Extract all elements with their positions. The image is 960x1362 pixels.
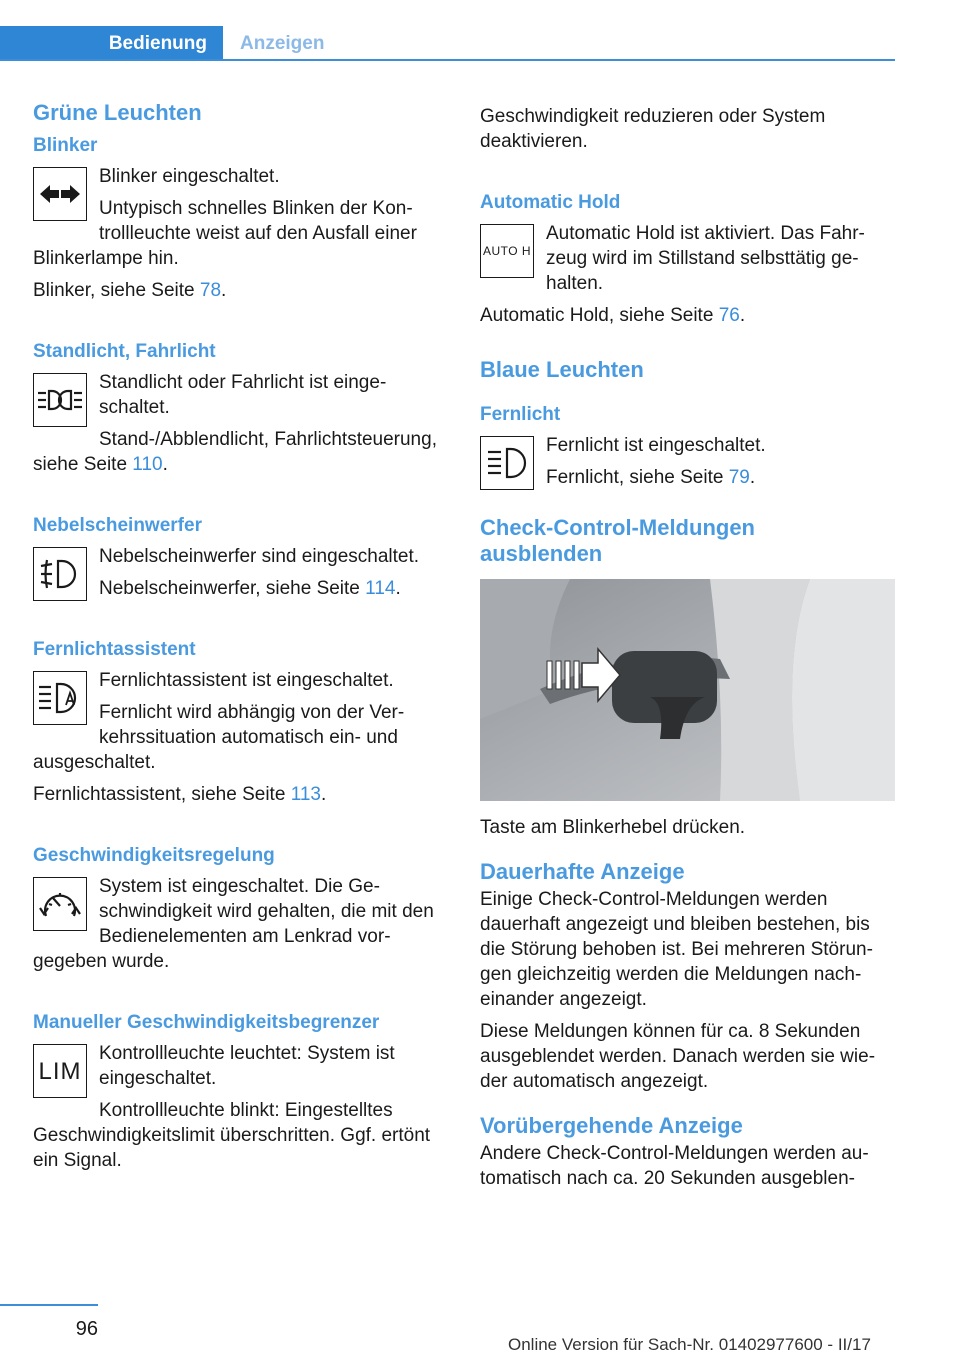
link-page-79[interactable]: 79 <box>728 467 750 488</box>
blinker-text-2: Untypisch schnelles Blinken der Kontrollleuchte weist auf den Ausfall einer Blinkerlampe hin. <box>33 198 417 269</box>
entry-fernlichtassistent <box>33 668 448 782</box>
dauerhaft-text-2: Diese Meldungen können für ca. 8 Sekunden ausgeblendet werden. Danach werden sie wieder automatisch angezeigt. <box>480 1021 876 1092</box>
lim-label: LIM <box>38 1057 82 1085</box>
blinker-reference <box>33 278 448 303</box>
auto-hold-icon <box>480 224 534 278</box>
heading-fernlicht: Fernlicht <box>480 404 561 425</box>
turn-signal-lever-photo <box>480 579 895 801</box>
header-tabbar <box>0 26 895 61</box>
intro-text: Geschwindigkeit reduzieren oder System deaktivieren. <box>480 106 826 152</box>
autohold-text-1: Automatic Hold ist aktiviert. Das Fahrzeug wird im Stillstand selbsttätig gehalten. <box>546 223 865 294</box>
heading-voruebergehende-anzeige: Vorübergehende Anzeige <box>480 1113 743 1138</box>
link-page-76[interactable]: 76 <box>718 305 740 326</box>
begrenzer-text-2: Kontrollleuchte blinkt: Eingestelltes Geschwindigkeitslimit überschritten. Ggf. ertönt ein Signal. <box>33 1100 431 1171</box>
fernlichtassistent-text-2: Fernlicht wird abhängig von der Verkehrssituation automatisch ein- und ausgeschaltet. <box>33 702 405 773</box>
high-beam-assistant-icon <box>33 671 87 725</box>
header-rule <box>0 59 895 61</box>
voruebergehend-text-1: Andere Check-Control-Meldungen werden automatisch nach ca. 20 Sekunden ausgeblen- <box>480 1143 869 1189</box>
entry-fernlicht <box>480 433 895 497</box>
link-page-114[interactable]: 114 <box>365 578 396 599</box>
fog-light-icon <box>33 547 87 601</box>
blinker-text-1: Blinker eingeschaltet. <box>99 166 280 187</box>
tab-anzeigen[interactable]: Anzeigen <box>240 33 325 54</box>
photo-caption: Taste am Blinkerhebel drücken. <box>480 817 746 838</box>
heading-geschwindigkeitsregelung: Geschwindigkeitsregelung <box>33 845 275 866</box>
heading-blinker: Blinker <box>33 135 98 156</box>
begrenzer-text-1: Kontrollleuchte leuchtet: System ist eingeschaltet. <box>99 1043 395 1089</box>
turn-signal-icon <box>33 167 87 221</box>
fernlicht-text-1: Fernlicht ist eingeschaltet. <box>546 435 766 456</box>
fernlichtassistent-reference <box>33 782 448 807</box>
section-title-check-control: Check-Control-Meldungen ausblenden <box>480 515 755 566</box>
nebel-text-1: Nebelscheinwerfer sind eingeschaltet. <box>99 546 420 567</box>
ref-text: Stand-/Abblendlicht, Fahrlichtsteuerung, siehe Seite <box>33 429 437 475</box>
ref-end: . <box>221 280 227 301</box>
auto-hold-label: AUTO H <box>482 243 532 258</box>
ref-end: . <box>162 454 168 475</box>
ref-text: Blinker, siehe Seite <box>33 280 200 301</box>
link-page-78[interactable]: 78 <box>199 280 222 301</box>
ref-end: . <box>739 305 746 326</box>
geschwindigkeit-text-1: System ist eingeschaltet. Die Geschwindigkeit wird gehalten, die mit den Bedienelementen am Lenkrad vorgegeben wurde. <box>33 876 434 972</box>
footer-rule <box>0 1304 98 1306</box>
ref-end: . <box>749 467 756 488</box>
heading-nebelscheinwerfer: Nebelscheinwerfer <box>33 515 202 536</box>
entry-nebelscheinwerfer <box>33 544 448 608</box>
ref-text: Fernlicht, siehe Seite <box>546 467 729 488</box>
nebel-text-2 <box>33 576 448 601</box>
ref-end: . <box>395 578 401 599</box>
ref-text: Nebelscheinwerfer, siehe Seite <box>99 578 366 599</box>
left-column <box>33 100 448 1180</box>
entry-blinker <box>33 164 448 278</box>
entry-geschwindigkeitsregelung <box>33 874 448 981</box>
heading-automatic-hold: Automatic Hold <box>480 192 621 213</box>
fernlichtassistent-text-1: Fernlichtassistent ist eingeschaltet. <box>99 670 394 691</box>
link-page-110[interactable]: 110 <box>132 454 163 475</box>
ref-end: . <box>320 784 327 805</box>
high-beam-icon <box>480 436 534 490</box>
speed-limiter-icon <box>33 1044 87 1098</box>
entry-automatic-hold <box>480 221 895 303</box>
link-page-113[interactable]: 113 <box>290 784 321 805</box>
entry-standlicht <box>33 370 448 484</box>
tab-bedienung[interactable]: Bedienung <box>0 26 223 61</box>
fernlicht-text-2 <box>480 465 895 490</box>
heading-fernlichtassistent: Fernlichtassistent <box>33 639 196 660</box>
section-title-blaue-leuchten: Blaue Leuchten <box>480 357 644 382</box>
cruise-control-icon <box>33 877 87 931</box>
section-title-gruene-leuchten: Grüne Leuchten <box>33 100 202 125</box>
standlicht-text-1: Standlicht oder Fahrlicht ist eingeschaltet. <box>99 372 387 418</box>
ref-text: Fernlichtassistent, siehe Seite <box>33 784 291 805</box>
autohold-reference <box>480 303 895 328</box>
right-column <box>480 104 895 1198</box>
parking-light-icon <box>33 373 87 427</box>
heading-standlicht: Standlicht, Fahrlicht <box>33 341 216 362</box>
heading-dauerhafte-anzeige: Dauerhafte Anzeige <box>480 859 685 884</box>
page-number: 96 <box>75 1318 98 1340</box>
ref-text: Automatic Hold, siehe Seite <box>480 305 719 326</box>
dauerhaft-text-1: Einige Check-Control-Meldungen werden dauerhaft angezeigt und bleiben bestehen, bis die Störung behoben ist. Bei mehreren Störungen gleichzeitig werden die Meldungen nacheinander angezeigt. <box>480 889 873 1010</box>
standlicht-text-2 <box>33 427 448 477</box>
heading-geschwindigkeitsbegrenzer: Manueller Geschwindigkeitsbegrenzer <box>33 1012 380 1033</box>
online-version-note: Online Version für Sach-Nr. 01402977600 - II/17 <box>508 1335 871 1354</box>
entry-geschwindigkeitsbegrenzer <box>33 1041 448 1180</box>
